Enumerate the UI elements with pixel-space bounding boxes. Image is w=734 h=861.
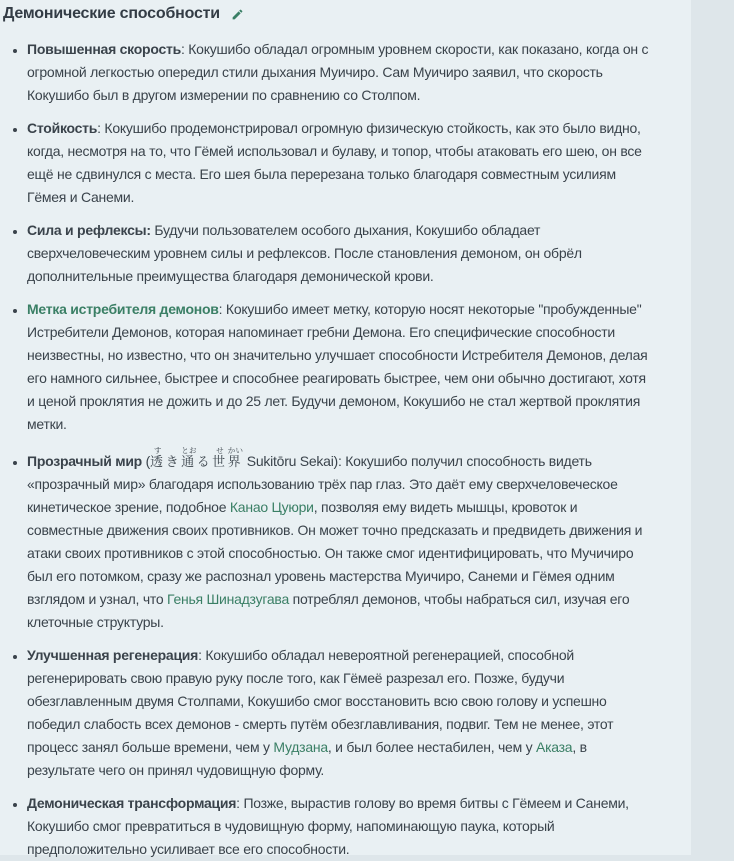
- section-title: Демонические способности: [3, 5, 220, 22]
- wiki-link[interactable]: Аказа: [535, 739, 573, 755]
- ability-name: Прозрачный мир: [27, 453, 142, 469]
- ability-text: : Кокушибо имеет метку, которую носят некоторые "пробужденные" Истребители Демонов, которая напоминает гребни Демона. Его специфические способности неизвестны, но известно, что он значительно улучшает способности Истребителя Демонов, делая его намного сильнее, быстрее и способнее реагировать быстрее, чем они обычно достигают, хотя и ценой проклятия не дожить и до 25 лет. Будучи демоном, Кокушибо не стал жертвой проклятия метки.: [27, 301, 648, 432]
- ability-item-demon-slayer-mark: [27, 298, 657, 436]
- ability-name: Улучшенная регенерация: [27, 647, 199, 663]
- ability-text: : Позже, вырастив голову во время битвы с Гёмеем и Санеми, Кокушибо смог превратиться в чудовищную форму, напоминающую паука, который предположительно усиливает все его способности.: [27, 795, 629, 857]
- wiki-link[interactable]: Мудзана: [273, 739, 328, 755]
- ability-text: , и был более нестабилен, чем у: [327, 739, 536, 755]
- ability-item-endurance: [27, 117, 657, 209]
- ability-name: Демоническая трансформация: [27, 795, 237, 811]
- ability-text: , позволяя ему видеть мышцы, кровоток и совместные движения своих противников. Он может точно предсказать и предвидеть движения и атаки своих противников с этой способностью. Он также смог идентифицировать, что Мучичиро был его потомком, сразу же распознал уровень мастерства Муичиро, Санеми и Гёмея одним взглядом и узнал, что: [27, 499, 643, 607]
- section-heading: [3, 5, 677, 23]
- ability-text: : Кокушибо продемонстрировал огромную физическую стойкость, как это было видно, когда, несмотря на то, что Гёмей использовал и булаву, и топор, чтобы атаковать его шею, он все ещё не сдвинулся с места. Его шея была перерезана только благодаря совместным усилиям Гёмея и Санеми.: [27, 120, 642, 205]
- ability-text: Будучи пользователем особого дыхания, Кокушибо обладает сверхчеловеческим уровнем силы и рефлексов. После становления демоном, он обрёл дополнительные преимущества благодаря демонической крови.: [27, 222, 582, 284]
- ability-text: Sukitōru Sekai): Кокушибо получил способность видеть «прозрачный мир» благодаря использованию трёх пар глаз. Это даёт ему сверхчеловеческое кинетическое зрение, подобное: [27, 453, 618, 515]
- ability-item-enhanced-speed: [27, 38, 657, 107]
- wiki-link[interactable]: Канао Цуюри: [229, 499, 314, 515]
- page-background-gutter: [691, 0, 734, 855]
- abilities-list: [3, 38, 677, 861]
- ability-name: Стойкость: [27, 120, 98, 136]
- ability-text: : Кокушибо обладал огромным уровнем скорости, как показано, когда он с огромной легкостью опередил стили дыхания Муичиро. Сам Муичиро заявил, что скорость Кокушибо был в другом измерении по сравнению со Столпом.: [27, 41, 649, 103]
- section-edit-button[interactable]: [231, 8, 244, 21]
- ability-item-demon-transformation: [27, 792, 657, 861]
- ability-text: , в результате чего он принял чудовищную форму.: [27, 739, 587, 778]
- wiki-link[interactable]: Генья Шинадзугава: [167, 591, 289, 607]
- ability-name: Сила и рефлексы:: [27, 222, 151, 238]
- ability-text: : Кокушибо обладал невероятной регенерацией, способной регенерировать свою правую руку после того, как Гёмеё разрезал его. Позже, будучи обезглавленным двумя Столпами, Кокушибо смог восстановить всю свою голову и успешно победил слабость всех демонов - смерть путём обезглавливания, подвиг. Тем не менее, этот процесс занял больше времени, чем у: [27, 647, 614, 755]
- wiki-link[interactable]: Метка истребителя демонов: [27, 301, 219, 317]
- ability-text: потреблял демонов, чтобы набраться сил, изучая его клеточные структуры.: [27, 591, 630, 630]
- ability-item-strength-reflexes: [27, 219, 657, 288]
- ability-item-enhanced-regeneration: [27, 644, 657, 782]
- ability-item-transparent-world: [27, 446, 657, 634]
- pencil-edit-icon: [231, 8, 244, 21]
- japanese-ruby-text: 透すき通とおる世せ界かい: [150, 446, 244, 469]
- ability-name: Повышенная скорость: [27, 41, 181, 57]
- ability-text: (: [141, 453, 151, 469]
